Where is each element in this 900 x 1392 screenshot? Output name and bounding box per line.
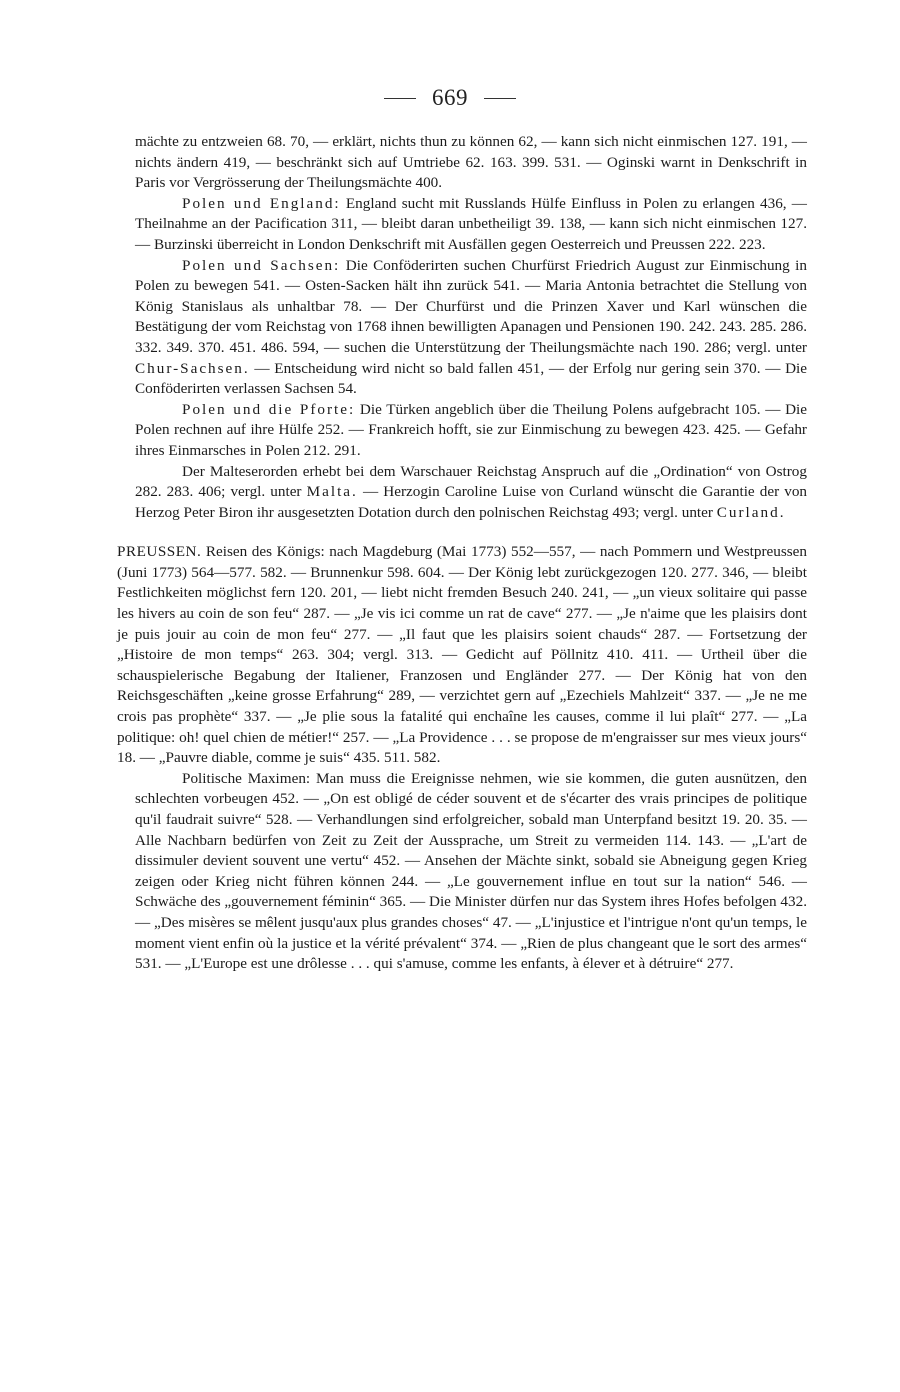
entry-polen-pforte (135, 400, 807, 462)
entry-text: Der Malteserorden erhebt bei dem Warschauer Reichstag Anspruch auf die „Ordination“ von Ostrog 282. 283. 406; vergl. unter (135, 462, 807, 501)
entry-text: Reisen des Königs: nach Magdeburg (Mai 1773) 552—557, — nach Pommern und Westpreussen (Juni 1773) 564—577. 582. — Brunnenkur 598. 604. — Der König lebt zurückgezogen 120. 277. 346, — bleibt Festlichkeiten möglichst fern 120. 201, — liebt nicht fremden Besuch 240. 241, — „un vieux solitaire qui passe les hivers au coin de son feu“ 287. — „Je vis ici comme un rat de cave“ 277. — „Je n'aime que les plaisirs dont je puis jouir au coin de mon feu“ 277. — „Il faut que les plaisirs soient chauds“ 287. — Fortsetzung der „Histoire de mon temps“ 263. 304; vergl. 313. — Gedicht auf Pöllnitz 410. 411. — Urtheil über die schauspielerische Begabung der Italiener, Franzosen und Engländer 277. — Der König hat von den Reichsgeschäften „keine grosse Erfahrung“ 289, — verzichtet gern auf „Ezechiels Mahlzeit“ 337. — „Je ne me crois pas prophète“ 337. — „Je plie sous la fatalité qui enchaîne les causes, comme il lui plaît“ 277. — „La politique: oh! quel chien de métier!“ 257. — „La Providence . . . se propose de m'engraisser sur mes vieux jours“ 18. — „Pauvre diable, comme je suis“ 435. 511. 582. (117, 543, 808, 767)
entry-text: — Entscheidung wird nicht so bald fallen 451, — der Erfolg nur gering sein 370. — Die Conföderirten verlassen Sachsen 54. (135, 359, 808, 398)
cross-reference: Curland. (716, 503, 786, 521)
entry-text: — Herzogin Caroline Luise von Curland wünscht die Garantie der von Herzog Peter Biron ihr ausgesetzten Dotation durch den polnischen Reichstag 493; vergl. unter (135, 483, 808, 521)
cross-reference: Chur-Sachsen. (135, 359, 250, 377)
header-rule-left (384, 98, 416, 99)
entry-text: Man muss die Ereignisse nehmen, wie sie kommen, die guten ausnützen, den schlechten vorbeugen 452. — „On est obligé de céder souvent et de s'écarter des vrais principes de politique qu'il faudrait suivre“ 528. — Verhandlungen sind erfolgreicher, sobald man Unterpfand besitzt 19. 20. 35. — Alle Nachbarn bedürfen von Zeit zu Zeit der Aussprache, um Streit zu vermeiden 114. 143. — „L'art de dissimuler devient souvent une vertu“ 452. — Ansehen der Mächte sinkt, sobald sie Abneigung gegen Krieg zeigen oder Krieg nicht führen können 244. — „Le gouvernement influe en tout sur la nation“ 546. — Schwäche des „gouvernement féminin“ 365. — Die Minister dürfen nur das System ihres Hofes befolgen 432. — „Des misères se mêlent jusqu'aux plus grandes choses“ 47. — „L'injustice et l'intrigue n'ont qu'un temps, le moment vient enfin où la justice et la vérité prévalent“ 374. — „Rien de plus changeant que le sort des armes“ 531. — „L'Europe est une drôlesse . . . qui s'amuse, comme les enfants, à élever et à détruire“ 277. (135, 769, 807, 973)
header-rule-right (484, 98, 516, 99)
section-heading: PREUSSEN. (117, 543, 202, 561)
entry-malteserorden (135, 462, 807, 524)
entry-text: England sucht mit Russlands Hülfe Einfluss in Polen zu erlangen 436, — Theilnahme an der Pacification 311, — bleibt daran unbetheiligt 39. 138, — kann sich nicht einmischen 127. — Burzinski überreicht in London Denkschrift mit Ausfällen gegen Oesterreich und Preussen 222. 223. (135, 194, 807, 253)
entry-text: Die Türken angeblich über die Theilung Polens aufgebracht 105. — Die Polen rechnen auf ihre Hülfe 252. — Frankreich hofft, sie zur Einmischung zu bewegen 423. 425. — Gefahr ihres Einmarsches in Polen 212. 291. (135, 400, 808, 459)
entry-text: Die Conföderirten suchen Churfürst Friedrich August zur Einmischung in Polen zu bewegen 541. — Osten-Sacken hält ihn zurück 541. — Maria Antonia betrachtet die Stellung von König Stanislaus als unhaltbar 78. — Der Churfürst und die Prinzen Xaver und Karl wünschen die Bestätigung der vom Reichstag von 1768 ihnen bewilligten Apanagen und Pensionen 190. 242. 243. 285. 286. 332. 349. 370. 451. 486. 594, — suchen die Unterstützung der Theilungsmächte nach 190. 286; vergl. unter (135, 256, 807, 356)
entry-text: mächte zu entzweien 68. 70, — erklärt, nichts thun zu können 62, — kann sich nicht einmischen 127. 191, — nichts ändern 419, — beschränkt sich auf Umtriebe 62. 163. 399. 531. — Oginski warnt in Denkschrift in Paris vor Vergrösserung der Theilungsmächte 400. (135, 133, 807, 192)
page-number: 669 (432, 85, 468, 110)
page-header (0, 85, 900, 111)
entry-heading: Polen und die Pforte: (182, 400, 356, 418)
entry-polen-sachsen (135, 256, 807, 400)
entry-heading: Politische Maximen: (182, 769, 311, 787)
index-text (117, 132, 808, 975)
cross-reference: Malta. (306, 483, 358, 501)
entry-polen-england (135, 194, 807, 256)
entry-continuation (135, 132, 807, 194)
entry-heading: Polen und Sachsen: (182, 256, 341, 274)
entry-politische-maximen (135, 769, 807, 975)
entry-heading: Polen und England: (182, 194, 341, 212)
entry-preussen (117, 542, 807, 769)
